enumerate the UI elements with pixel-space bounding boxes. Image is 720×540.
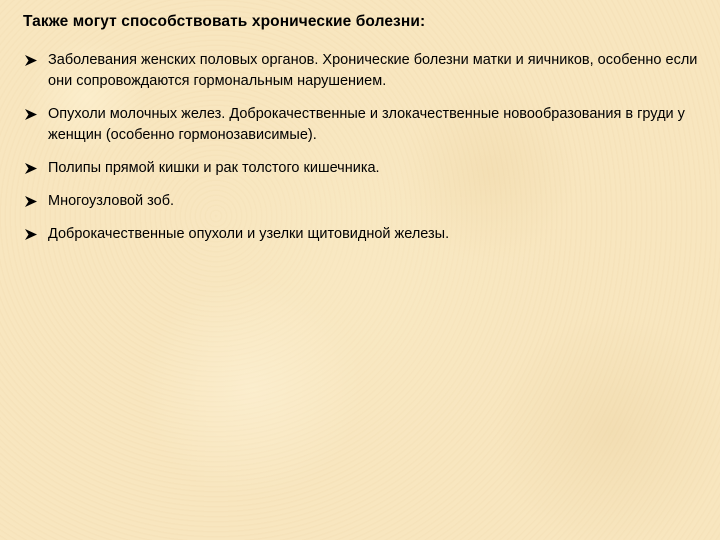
list-item-text: Заболевания женских половых органов. Хронические болезни матки и яичников, особенно если они сопровождаются гормональным нарушением. [48, 52, 698, 89]
arrowhead-bullet-icon [24, 162, 38, 175]
slide-heading: Также могут способствовать хронические болезни: [23, 13, 426, 30]
arrowhead-bullet-icon [24, 108, 38, 121]
arrowhead-bullet-icon [24, 228, 38, 241]
list-item [23, 50, 703, 92]
arrowhead-bullet-icon [24, 54, 38, 67]
list-item [23, 191, 703, 212]
list-item [23, 104, 703, 146]
arrowhead-bullet-icon [24, 195, 38, 208]
bullet-list [23, 50, 703, 257]
list-item-text: Доброкачественные опухоли и узелки щитовидной железы. [48, 226, 450, 242]
list-item [23, 158, 703, 179]
list-item-text: Многоузловой зоб. [48, 193, 175, 209]
list-item-text: Полипы прямой кишки и рак толстого кишечника. [48, 160, 380, 176]
list-item [23, 224, 703, 245]
list-item-text: Опухоли молочных желез. Доброкачественные и злокачественные новообразования в груди у женщин (особенно гормонозависимые). [48, 106, 685, 143]
